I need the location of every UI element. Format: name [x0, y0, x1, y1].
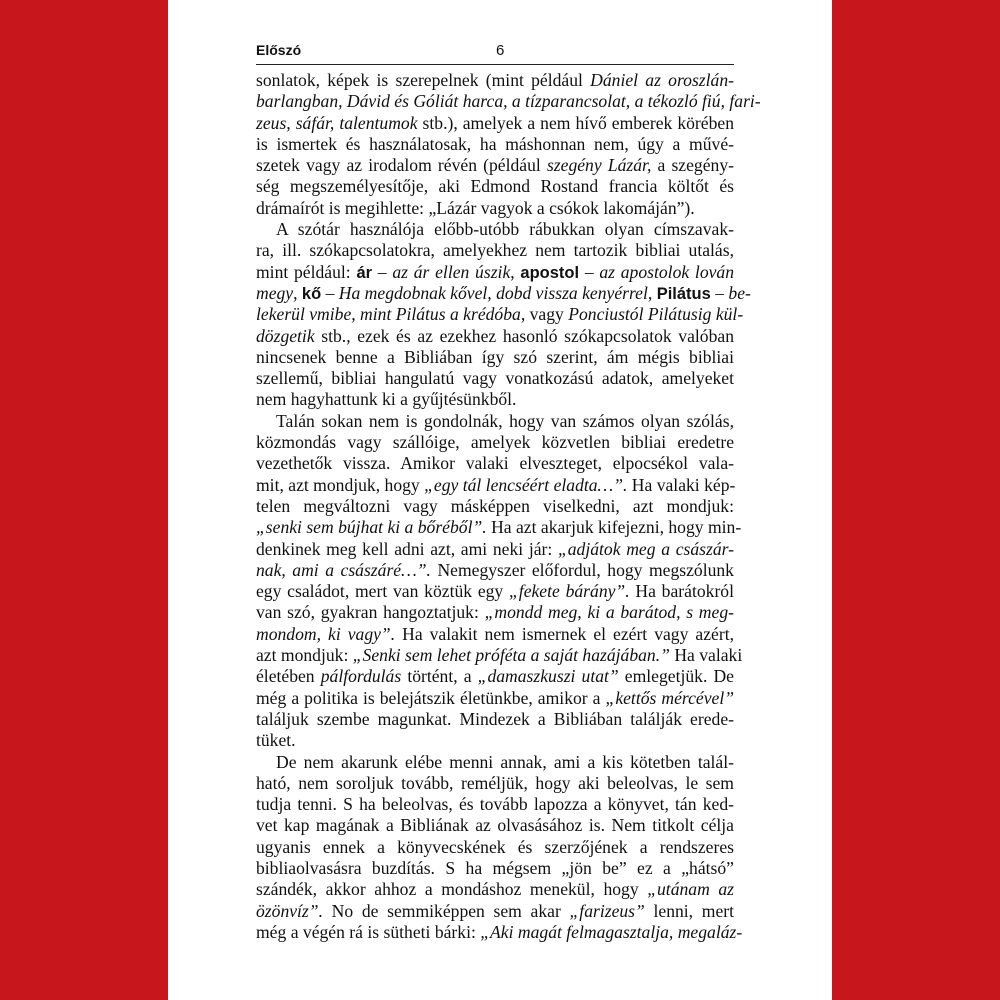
text-run: nincsenek benne a Bibliában így szó szerint, ám mégis bibliai	[256, 346, 734, 367]
text-run: Ha valakit nem ismernek el ezért vagy azért,	[395, 623, 734, 644]
text-run: De nem akarunk elébe menni annak, ami a kis kötetben talál-	[276, 751, 734, 772]
text-line	[256, 262, 734, 283]
text-run: azt mondjuk:	[256, 645, 353, 666]
italic-phrase: „farizeus”	[569, 900, 645, 921]
text-run: Ha valaki kép-	[627, 474, 736, 495]
text-run: ség megszemélyesítője, aki Edmond Rostand francia költőt és	[256, 176, 734, 197]
italic-phrase: dözgetik	[256, 325, 315, 346]
text-run: a szegény-	[651, 155, 734, 176]
text-run: sonlatok, képek is szerepelnek (mint például	[256, 70, 591, 90]
italic-phrase: Dániel az oroszlán-	[590, 70, 734, 90]
italic-phrase: lekerül vmibe, mint Pilátus a krédóba	[256, 304, 521, 325]
text-run: Nemegyszer előfordul, hogy megszólunk	[430, 559, 734, 580]
text-run: életében	[256, 666, 321, 687]
text-run: Ha azt akarjuk kifejezni, hogy min-	[486, 517, 742, 538]
text-run: No de semmiképpen sem akar	[322, 900, 570, 921]
italic-phrase: az apostolok lován	[599, 261, 735, 282]
italic-phrase: „utánam az	[647, 879, 734, 900]
text-line	[256, 581, 734, 602]
text-run: ugyanis ennek a könyvecskének és szerzőjének a rendszeres	[256, 836, 734, 857]
text-line	[256, 176, 734, 197]
text-line	[256, 113, 734, 134]
text-line	[256, 602, 734, 623]
text-run: mint például:	[256, 261, 357, 282]
text-run: ,	[293, 282, 302, 303]
headword: kő	[301, 284, 322, 303]
text-line	[256, 773, 734, 794]
text-run: ható, nem soroljuk tovább, reméljük, hogy aki beleolvas, le sem	[256, 772, 734, 793]
text-line	[256, 155, 734, 176]
text-run: még a politika is belejátszik életünkbe, amikor a	[256, 687, 606, 708]
running-head	[256, 40, 734, 66]
text-line	[256, 134, 734, 155]
text-run: találjuk szembe magunkat. Mindezek a Bibliában találják erede-	[256, 708, 734, 729]
text-line	[256, 815, 734, 836]
italic-phrase: „egy tál lencséért eladta…”.	[424, 474, 628, 495]
italic-phrase: szegény Lázár,	[546, 155, 652, 176]
text-line	[256, 496, 734, 517]
header-rule	[256, 64, 734, 65]
italic-phrase: „adjátok meg a császár-	[557, 538, 734, 559]
text-run: Ha valaki	[669, 645, 743, 666]
text-run: mit, azt mondjuk, hogy	[256, 474, 425, 495]
text-run: történt, a	[401, 666, 478, 687]
text-line	[256, 901, 734, 922]
text-line	[256, 240, 734, 261]
text-line	[256, 198, 734, 219]
text-line	[256, 432, 734, 453]
text-line	[256, 921, 743, 943]
text-run: szándék, akkor ahhoz a mondáshoz menekül, hogy	[256, 879, 648, 900]
text-line	[256, 475, 734, 496]
text-run: még a végén rá is sütheti bárki:	[256, 921, 481, 942]
italic-phrase: özönvíz”.	[256, 900, 323, 921]
italic-phrase: be-	[728, 282, 751, 303]
text-run: –	[710, 282, 729, 303]
text-line	[256, 837, 734, 858]
text-run: ,	[510, 261, 521, 282]
text-run: egy családot, mert van köztük egy	[256, 581, 510, 602]
text-run: is ismertek és használatosak, ha máshonnan nem, úgy a művé-	[256, 133, 734, 154]
text-line	[256, 326, 734, 347]
text-run: drámaírót is megihlette: „Lázár vagyok a csókok lakomáján”).	[256, 197, 695, 218]
text-line	[256, 794, 734, 815]
text-line	[256, 304, 744, 325]
italic-phrase: megy	[256, 282, 294, 303]
text-run: közmondás vagy szállóige, amelyek közvetlen bibliai eredetre	[256, 432, 734, 453]
text-run: vezethetők vissza. Amikor valaki elveszteget, elpocsékol vala-	[256, 453, 734, 474]
text-line	[256, 560, 734, 581]
italic-phrase: „Senki sem lehet próféta a saját hazájában.”	[352, 645, 670, 666]
text-line	[256, 91, 761, 112]
text-line	[256, 666, 734, 687]
text-line	[256, 453, 734, 474]
text-line	[256, 411, 734, 432]
text-run: van szó, gyakran hangoztatjuk:	[256, 602, 485, 623]
text-run: vet kap magának a Bibliának az olvasásához is. Nem titkolt célja	[256, 815, 734, 836]
text-run: Talán sokan nem is gondolnák, hogy van számos olyan szólás,	[276, 410, 734, 431]
section-title: Előszó	[256, 42, 302, 58]
italic-phrase: zeus, sáfár, talentumok	[256, 112, 418, 133]
italic-phrase: mondom, ki vagy”.	[256, 623, 396, 644]
text-run: bibliaolvasásra buzdítás. S ha mégsem „jön be” ez a „hátsó”	[256, 857, 734, 878]
text-run: ra, ill. szókapcsolatokra, amelyekhez nem tartozik bibliai utalás,	[256, 240, 734, 261]
text-line	[256, 539, 734, 560]
text-run: stb., ezek és az ezekhez hasonló szókapcsolatok valóban	[314, 325, 734, 346]
italic-phrase: nak, ami a császáré…”.	[256, 559, 431, 580]
text-run: –	[372, 261, 393, 282]
italic-phrase: „kettős mércével”	[605, 687, 735, 708]
text-line	[256, 688, 734, 709]
headword: ár	[356, 263, 373, 282]
text-run: denkinek meg kell adni azt, ami neki jár:	[256, 538, 558, 559]
text-line	[256, 752, 734, 773]
headword: apostol	[520, 263, 580, 282]
text-run: stb.), amelyek a nem hívő emberek körében	[417, 112, 734, 133]
text-line	[256, 70, 734, 91]
text-run: –	[321, 282, 339, 303]
text-run: telen megváltozni vagy másképpen viselkedni, azt mondjuk:	[256, 495, 734, 516]
italic-phrase: pálfordulás	[320, 666, 402, 687]
text-run: szetek vagy az irodalom révén (például	[256, 155, 547, 176]
text-line	[256, 858, 734, 879]
text-line	[256, 347, 734, 368]
text-run: , vagy	[520, 304, 569, 325]
text-line	[256, 282, 751, 304]
text-run: –	[579, 261, 600, 282]
text-run: nem hagyhattunk ki a gyűjtésünkből.	[256, 389, 517, 410]
italic-phrase: Ha megdobnak kővel, dobd vissza kenyérrel	[338, 282, 648, 303]
page-number: 6	[496, 42, 505, 59]
text-run: szellemű, bibliai hangulatú vagy vonatkozású adatok, amelyeket	[256, 368, 734, 389]
text-line	[256, 879, 734, 900]
body-text	[256, 70, 761, 943]
text-run: A szótár használója előbb-utóbb rábukkan olyan címszavak-	[276, 219, 734, 240]
text-line	[256, 517, 742, 538]
text-run: emlegetjük. De	[618, 666, 734, 687]
text-run: tüket.	[256, 730, 296, 751]
italic-phrase: Ponciustól Pilátusig kül-	[568, 304, 744, 325]
text-line	[256, 368, 734, 389]
text-line	[256, 730, 734, 751]
text-line	[256, 645, 743, 666]
italic-phrase: „fekete bárány”.	[509, 581, 630, 602]
headword: Pilátus	[656, 284, 711, 303]
text-line	[256, 389, 734, 410]
text-line	[256, 624, 734, 645]
text-run: tudja tenni. S ha beleolvas, és tovább lapozza a könyvet, tán ked-	[256, 794, 734, 815]
italic-phrase: az ár ellen úszik	[392, 261, 511, 282]
italic-phrase: „mondd meg, ki a barátod, s meg-	[484, 602, 734, 623]
italic-phrase: barlangban, Dávid és Góliát harca, a tízparancsolat, a tékozló fiú, fari-	[256, 91, 761, 112]
text-run: ,	[647, 282, 657, 303]
italic-phrase: „damaszkuszi utat”	[477, 666, 619, 687]
text-run: Ha barátokról	[629, 581, 734, 602]
italic-phrase: „Aki magát felmagasztalja, megaláz-	[480, 921, 743, 942]
text-line	[256, 219, 734, 240]
italic-phrase: „senki sem bújhat ki a bőréből”.	[256, 517, 487, 538]
book-page	[168, 0, 832, 1000]
text-line	[256, 709, 734, 730]
text-run: lenni, mert	[644, 900, 734, 921]
